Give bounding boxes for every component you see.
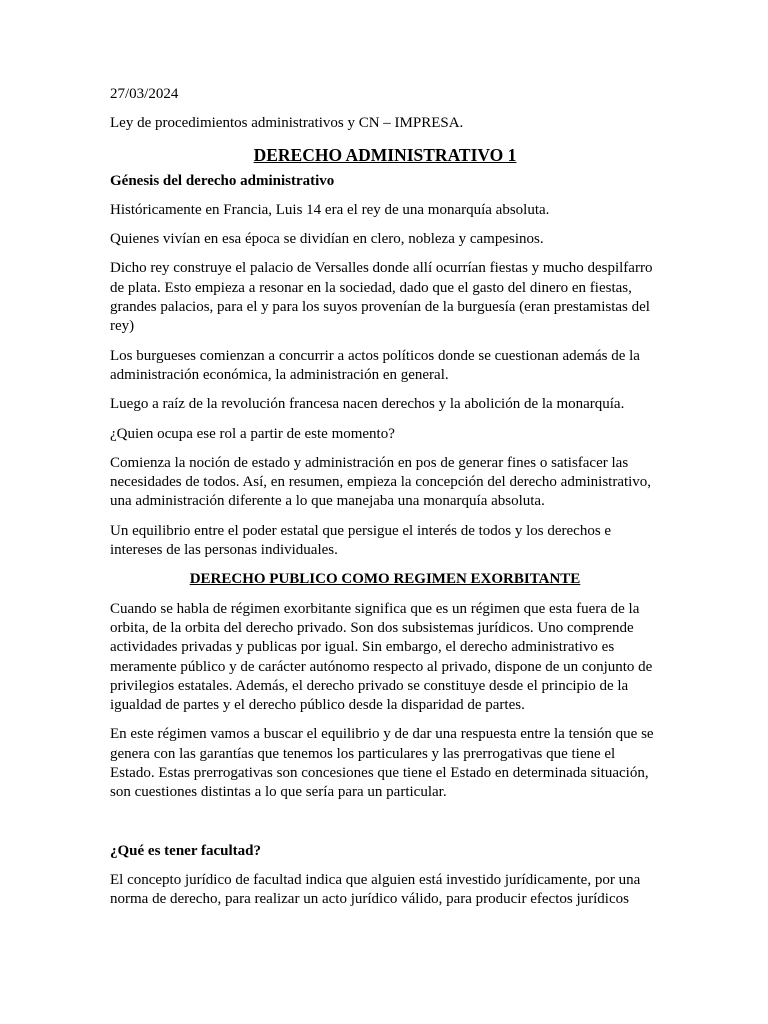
paragraph: Luego a raíz de la revolución francesa nacen derechos y la abolición de la monarquía. xyxy=(110,396,625,413)
paragraph: El concepto jurídico de facultad indica que alguien está investido jurídicamente, por una norma de derecho, para realizar un acto jurídico válido, para producir efectos jurídicos xyxy=(110,871,641,908)
paragraph: Quienes vivían en esa época se dividían en clero, nobleza y campesinos. xyxy=(110,231,544,248)
document-date: 27/03/2024 xyxy=(110,86,179,102)
paragraph: Dicho rey construye el palacio de Versalles donde allí ocurrían fiestas y mucho despilfarro de plata. Esto empieza a resonar en la sociedad, dado que el gasto del dinero en fiestas, grandes palacios, para el y para los suyos provenían de la burguesía (eran prestamistas del rey) xyxy=(110,260,653,335)
paragraph: Comienza la noción de estado y administración en pos de generar fines o satisfacer las necesidades de todos. Así, en resumen, empieza la concepción del derecho administrativo, una administración diferente a lo que manejaba una monarquía absoluta. xyxy=(110,454,652,510)
paragraph: ¿Quien ocupa ese rol a partir de este momento? xyxy=(110,425,395,442)
paragraph: En este régimen vamos a buscar el equilibrio y de dar una respuesta entre la tensión que se genera con las garantías que tenemos los particulares y las prerrogativas que tiene el Estado. Estas prerrogativas son concesiones que tiene el Estado en determinada situación, son cuestiones distintas a lo que sería para un particular. xyxy=(110,726,654,801)
document-title: DERECHO ADMINISTRATIVO 1 xyxy=(253,144,517,165)
section-heading-genesis: Génesis del derecho administrativo xyxy=(110,172,335,189)
subject-line: Ley de procedimientos administrativos y CN – IMPRESA. xyxy=(110,115,464,132)
section-heading-regimen-exorbitante: DERECHO PUBLICO COMO REGIMEN EXORBITANTE xyxy=(189,571,581,588)
blank-line xyxy=(110,813,660,842)
paragraph: Históricamente en Francia, Luis 14 era el rey de una monarquía absoluta. xyxy=(110,201,550,218)
section-heading-facultad: ¿Qué es tener facultad? xyxy=(110,842,261,859)
paragraph: Un equilibrio entre el poder estatal que persigue el interés de todos y los derechos e intereses de las personas individuales. xyxy=(110,522,612,559)
paragraph: Cuando se habla de régimen exorbitante significa que es un régimen que esta fuera de la orbita, de la orbita del derecho privado. Son dos subsistemas jurídicos. Uno comprende actividades privadas y publicas por igual. Sin embargo, el derecho administrativo es meramente público y de carácter autónomo respecto al privado, dispone de un conjunto de privilegios estatales. Además, el derecho privado se constituye desde el principio de la igualdad de partes y el derecho público desde la disparidad de partes. xyxy=(110,600,653,714)
paragraph: Los burgueses comienzan a concurrir a actos políticos donde se cuestionan además de la administración económica, la administración en general. xyxy=(110,347,640,383)
document-page xyxy=(110,85,660,920)
